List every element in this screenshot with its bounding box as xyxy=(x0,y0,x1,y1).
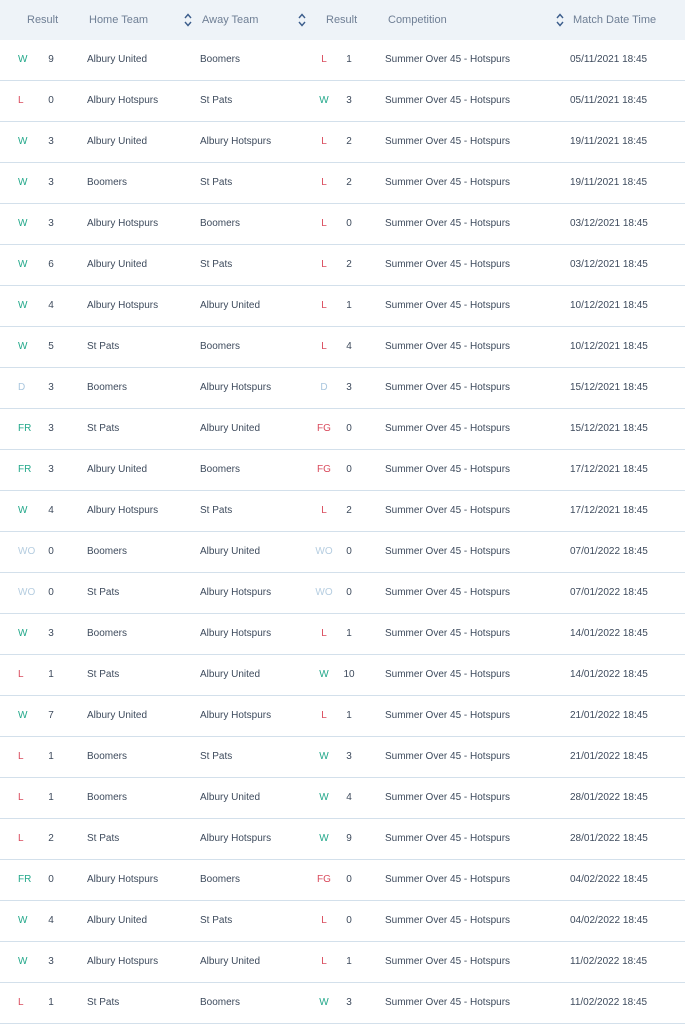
result-away-badge: W xyxy=(319,792,329,803)
competition: Summer Over 45 - Hotspurs xyxy=(385,177,511,188)
match-date-time: 10/12/2021 18:45 xyxy=(570,341,648,352)
score-home: 4 xyxy=(48,300,54,311)
score-home: 3 xyxy=(48,464,54,475)
competition: Summer Over 45 - Hotspurs xyxy=(385,95,511,106)
home-team: St Pats xyxy=(87,587,120,598)
away-team: Albury Hotspurs xyxy=(200,382,272,393)
result-home-badge: W xyxy=(18,915,28,926)
away-team: Boomers xyxy=(200,464,241,475)
away-team: Boomers xyxy=(200,218,241,229)
sort-away-team-icon[interactable] xyxy=(298,13,306,27)
away-team: Albury Hotspurs xyxy=(200,710,272,721)
competition: Summer Over 45 - Hotspurs xyxy=(385,956,511,967)
score-away: 0 xyxy=(346,915,352,926)
away-team: St Pats xyxy=(200,177,233,188)
match-date-time: 04/02/2022 18:45 xyxy=(570,874,648,885)
result-home-badge: WO xyxy=(18,546,36,557)
result-home-badge: W xyxy=(18,628,28,639)
result-home-badge: W xyxy=(18,218,28,229)
home-team: Boomers xyxy=(87,382,128,393)
home-team: St Pats xyxy=(87,997,120,1008)
sort-home-team-icon[interactable] xyxy=(184,13,192,27)
result-away-badge: L xyxy=(321,915,327,926)
result-away-badge: FG xyxy=(317,464,331,475)
table-row[interactable] xyxy=(0,901,685,942)
away-team: Boomers xyxy=(200,341,241,352)
result-home-badge: L xyxy=(18,95,24,106)
away-team: St Pats xyxy=(200,751,233,762)
result-away-badge: L xyxy=(321,218,327,229)
result-away-badge: W xyxy=(319,833,329,844)
competition: Summer Over 45 - Hotspurs xyxy=(385,751,511,762)
home-team: Boomers xyxy=(87,546,128,557)
score-away: 4 xyxy=(346,341,352,352)
home-team: Boomers xyxy=(87,792,128,803)
result-away-badge: L xyxy=(321,956,327,967)
table-row[interactable] xyxy=(0,450,685,491)
table-row[interactable] xyxy=(0,122,685,163)
home-team: Albury United xyxy=(87,710,148,721)
away-team: Albury United xyxy=(200,669,261,680)
score-away: 2 xyxy=(346,136,352,147)
match-date-time: 21/01/2022 18:45 xyxy=(570,751,648,762)
competition: Summer Over 45 - Hotspurs xyxy=(385,341,511,352)
result-away-badge: L xyxy=(321,341,327,352)
competition: Summer Over 45 - Hotspurs xyxy=(385,792,511,803)
away-team: St Pats xyxy=(200,915,233,926)
score-away: 10 xyxy=(343,669,355,680)
result-away-badge: W xyxy=(319,751,329,762)
competition: Summer Over 45 - Hotspurs xyxy=(385,628,511,639)
competition: Summer Over 45 - Hotspurs xyxy=(385,874,511,885)
table-row[interactable] xyxy=(0,819,685,860)
match-date-time: 28/01/2022 18:45 xyxy=(570,833,648,844)
away-team: Albury Hotspurs xyxy=(200,136,272,147)
home-team: Albury United xyxy=(87,54,148,65)
result-home-badge: L xyxy=(18,751,24,762)
result-away-badge: L xyxy=(321,54,327,65)
score-home: 0 xyxy=(48,546,54,557)
table-row[interactable] xyxy=(0,573,685,614)
away-team: Albury United xyxy=(200,423,261,434)
score-home: 9 xyxy=(48,54,54,65)
score-away: 3 xyxy=(346,751,352,762)
competition: Summer Over 45 - Hotspurs xyxy=(385,833,511,844)
home-team: Boomers xyxy=(87,628,128,639)
competition: Summer Over 45 - Hotspurs xyxy=(385,259,511,270)
away-team: St Pats xyxy=(200,505,233,516)
result-home-badge: WO xyxy=(18,587,36,598)
score-home: 3 xyxy=(48,218,54,229)
home-team: St Pats xyxy=(87,423,120,434)
away-team: Albury United xyxy=(200,300,261,311)
score-home: 3 xyxy=(48,423,54,434)
match-date-time: 17/12/2021 18:45 xyxy=(570,505,648,516)
score-away: 0 xyxy=(346,464,352,475)
table-row[interactable] xyxy=(0,204,685,245)
match-date-time: 11/02/2022 18:45 xyxy=(570,997,648,1008)
score-away: 3 xyxy=(346,997,352,1008)
score-away: 1 xyxy=(346,628,352,639)
score-away: 2 xyxy=(346,259,352,270)
table-row[interactable] xyxy=(0,778,685,819)
score-away: 0 xyxy=(346,423,352,434)
result-away-badge: W xyxy=(319,669,329,680)
result-home-badge: L xyxy=(18,669,24,680)
score-home: 3 xyxy=(48,382,54,393)
result-away-badge: L xyxy=(321,300,327,311)
competition: Summer Over 45 - Hotspurs xyxy=(385,546,511,557)
result-away-badge: WO xyxy=(315,546,333,557)
away-team: Albury United xyxy=(200,546,261,557)
home-team: Boomers xyxy=(87,751,128,762)
score-away: 0 xyxy=(346,874,352,885)
table-row[interactable] xyxy=(0,696,685,737)
header-result-home: Result xyxy=(27,14,59,26)
match-date-time: 15/12/2021 18:45 xyxy=(570,423,648,434)
table-row[interactable] xyxy=(0,40,685,81)
result-away-badge: L xyxy=(321,505,327,516)
home-team: Albury Hotspurs xyxy=(87,95,159,106)
result-home-badge: W xyxy=(18,505,28,516)
home-team: Albury Hotspurs xyxy=(87,874,159,885)
match-date-time: 15/12/2021 18:45 xyxy=(570,382,648,393)
result-home-badge: FR xyxy=(18,423,32,434)
score-home: 1 xyxy=(48,997,54,1008)
match-date-time: 05/11/2021 18:45 xyxy=(570,95,648,106)
table-row[interactable] xyxy=(0,983,685,1024)
score-away: 1 xyxy=(346,710,352,721)
home-team: Albury United xyxy=(87,915,148,926)
header-home-team[interactable]: Home Team xyxy=(89,14,149,26)
score-away: 4 xyxy=(346,792,352,803)
result-home-badge: W xyxy=(18,341,28,352)
table-row[interactable] xyxy=(0,368,685,409)
score-home: 7 xyxy=(48,710,54,721)
result-home-badge: L xyxy=(18,792,24,803)
result-home-badge: W xyxy=(18,177,28,188)
result-home-badge: L xyxy=(18,997,24,1008)
match-date-time: 04/02/2022 18:45 xyxy=(570,915,648,926)
home-team: Albury United xyxy=(87,259,148,270)
competition: Summer Over 45 - Hotspurs xyxy=(385,587,511,598)
away-team: St Pats xyxy=(200,259,233,270)
away-team: Boomers xyxy=(200,54,241,65)
score-home: 3 xyxy=(48,177,54,188)
table-header xyxy=(0,0,685,40)
score-home: 0 xyxy=(48,587,54,598)
score-home: 3 xyxy=(48,628,54,639)
result-away-badge: L xyxy=(321,710,327,721)
result-away-badge: FG xyxy=(317,423,331,434)
table-body xyxy=(0,40,685,1024)
away-team: St Pats xyxy=(200,95,233,106)
result-away-badge: W xyxy=(319,95,329,106)
table-row[interactable] xyxy=(0,163,685,204)
match-date-time: 14/01/2022 18:45 xyxy=(570,669,648,680)
away-team: Boomers xyxy=(200,874,241,885)
result-away-badge: L xyxy=(321,259,327,270)
header-result-away: Result xyxy=(326,14,358,26)
header-competition[interactable]: Competition xyxy=(388,14,447,26)
competition: Summer Over 45 - Hotspurs xyxy=(385,464,511,475)
result-away-badge: L xyxy=(321,136,327,147)
header-match-date-time[interactable]: Match Date Time xyxy=(573,14,657,26)
table-row[interactable] xyxy=(0,942,685,983)
score-home: 4 xyxy=(48,915,54,926)
home-team: Albury Hotspurs xyxy=(87,300,159,311)
result-home-badge: D xyxy=(18,382,26,393)
score-away: 2 xyxy=(346,177,352,188)
score-home: 3 xyxy=(48,956,54,967)
match-date-time: 11/02/2022 18:45 xyxy=(570,956,648,967)
table-row[interactable] xyxy=(0,532,685,573)
match-date-time: 07/01/2022 18:45 xyxy=(570,546,648,557)
result-away-badge: L xyxy=(321,177,327,188)
score-away: 3 xyxy=(346,382,352,393)
score-home: 0 xyxy=(48,95,54,106)
score-home: 4 xyxy=(48,505,54,516)
table-row[interactable] xyxy=(0,409,685,450)
result-home-badge: FR xyxy=(18,874,32,885)
result-away-badge: WO xyxy=(315,587,333,598)
home-team: Boomers xyxy=(87,177,128,188)
score-away: 9 xyxy=(346,833,352,844)
match-date-time: 19/11/2021 18:45 xyxy=(570,177,648,188)
score-away: 1 xyxy=(346,300,352,311)
away-team: Albury United xyxy=(200,956,261,967)
competition: Summer Over 45 - Hotspurs xyxy=(385,300,511,311)
score-home: 1 xyxy=(48,669,54,680)
match-date-time: 28/01/2022 18:45 xyxy=(570,792,648,803)
result-away-badge: L xyxy=(321,628,327,639)
score-home: 5 xyxy=(48,341,54,352)
away-team: Albury Hotspurs xyxy=(200,628,272,639)
home-team: St Pats xyxy=(87,341,120,352)
table-row[interactable] xyxy=(0,286,685,327)
result-home-badge: W xyxy=(18,136,28,147)
result-home-badge: L xyxy=(18,833,24,844)
score-home: 0 xyxy=(48,874,54,885)
competition: Summer Over 45 - Hotspurs xyxy=(385,382,511,393)
result-away-badge: W xyxy=(319,997,329,1008)
match-date-time: 03/12/2021 18:45 xyxy=(570,218,648,229)
score-away: 0 xyxy=(346,587,352,598)
table-row[interactable] xyxy=(0,614,685,655)
away-team: Albury Hotspurs xyxy=(200,833,272,844)
table-row[interactable] xyxy=(0,327,685,368)
home-team: Albury United xyxy=(87,136,148,147)
score-away: 2 xyxy=(346,505,352,516)
result-home-badge: W xyxy=(18,54,28,65)
score-home: 1 xyxy=(48,792,54,803)
competition: Summer Over 45 - Hotspurs xyxy=(385,423,511,434)
competition: Summer Over 45 - Hotspurs xyxy=(385,136,511,147)
match-date-time: 14/01/2022 18:45 xyxy=(570,628,648,639)
match-date-time: 07/01/2022 18:45 xyxy=(570,587,648,598)
score-home: 6 xyxy=(48,259,54,270)
home-team: Albury Hotspurs xyxy=(87,218,159,229)
result-home-badge: W xyxy=(18,300,28,311)
table-row[interactable] xyxy=(0,245,685,286)
result-away-badge: FG xyxy=(317,874,331,885)
competition: Summer Over 45 - Hotspurs xyxy=(385,54,511,65)
match-date-time: 05/11/2021 18:45 xyxy=(570,54,648,65)
score-away: 1 xyxy=(346,956,352,967)
away-team: Albury United xyxy=(200,792,261,803)
home-team: Albury United xyxy=(87,464,148,475)
home-team: Albury Hotspurs xyxy=(87,505,159,516)
result-home-badge: W xyxy=(18,956,28,967)
competition: Summer Over 45 - Hotspurs xyxy=(385,710,511,721)
result-home-badge: W xyxy=(18,259,28,270)
match-date-time: 19/11/2021 18:45 xyxy=(570,136,648,147)
table-row[interactable] xyxy=(0,491,685,532)
table-row[interactable] xyxy=(0,860,685,901)
match-date-time: 21/01/2022 18:45 xyxy=(570,710,648,721)
score-home: 3 xyxy=(48,136,54,147)
header-away-team[interactable]: Away Team xyxy=(202,14,259,26)
competition: Summer Over 45 - Hotspurs xyxy=(385,915,511,926)
result-home-badge: W xyxy=(18,710,28,721)
score-away: 0 xyxy=(346,546,352,557)
result-home-badge: FR xyxy=(18,464,32,475)
competition: Summer Over 45 - Hotspurs xyxy=(385,218,511,229)
score-away: 1 xyxy=(346,54,352,65)
home-team: St Pats xyxy=(87,669,120,680)
table-row[interactable] xyxy=(0,737,685,778)
score-home: 1 xyxy=(48,751,54,762)
match-date-time: 03/12/2021 18:45 xyxy=(570,259,648,270)
sort-competition-icon[interactable] xyxy=(556,13,564,27)
score-away: 3 xyxy=(346,95,352,106)
home-team: Albury Hotspurs xyxy=(87,956,159,967)
match-date-time: 10/12/2021 18:45 xyxy=(570,300,648,311)
score-away: 0 xyxy=(346,218,352,229)
away-team: Albury Hotspurs xyxy=(200,587,272,598)
score-home: 2 xyxy=(48,833,54,844)
table-row[interactable] xyxy=(0,81,685,122)
match-date-time: 17/12/2021 18:45 xyxy=(570,464,648,475)
competition: Summer Over 45 - Hotspurs xyxy=(385,505,511,516)
away-team: Boomers xyxy=(200,997,241,1008)
home-team: St Pats xyxy=(87,833,120,844)
result-away-badge: D xyxy=(320,382,328,393)
competition: Summer Over 45 - Hotspurs xyxy=(385,997,511,1008)
competition: Summer Over 45 - Hotspurs xyxy=(385,669,511,680)
table-row[interactable] xyxy=(0,655,685,696)
